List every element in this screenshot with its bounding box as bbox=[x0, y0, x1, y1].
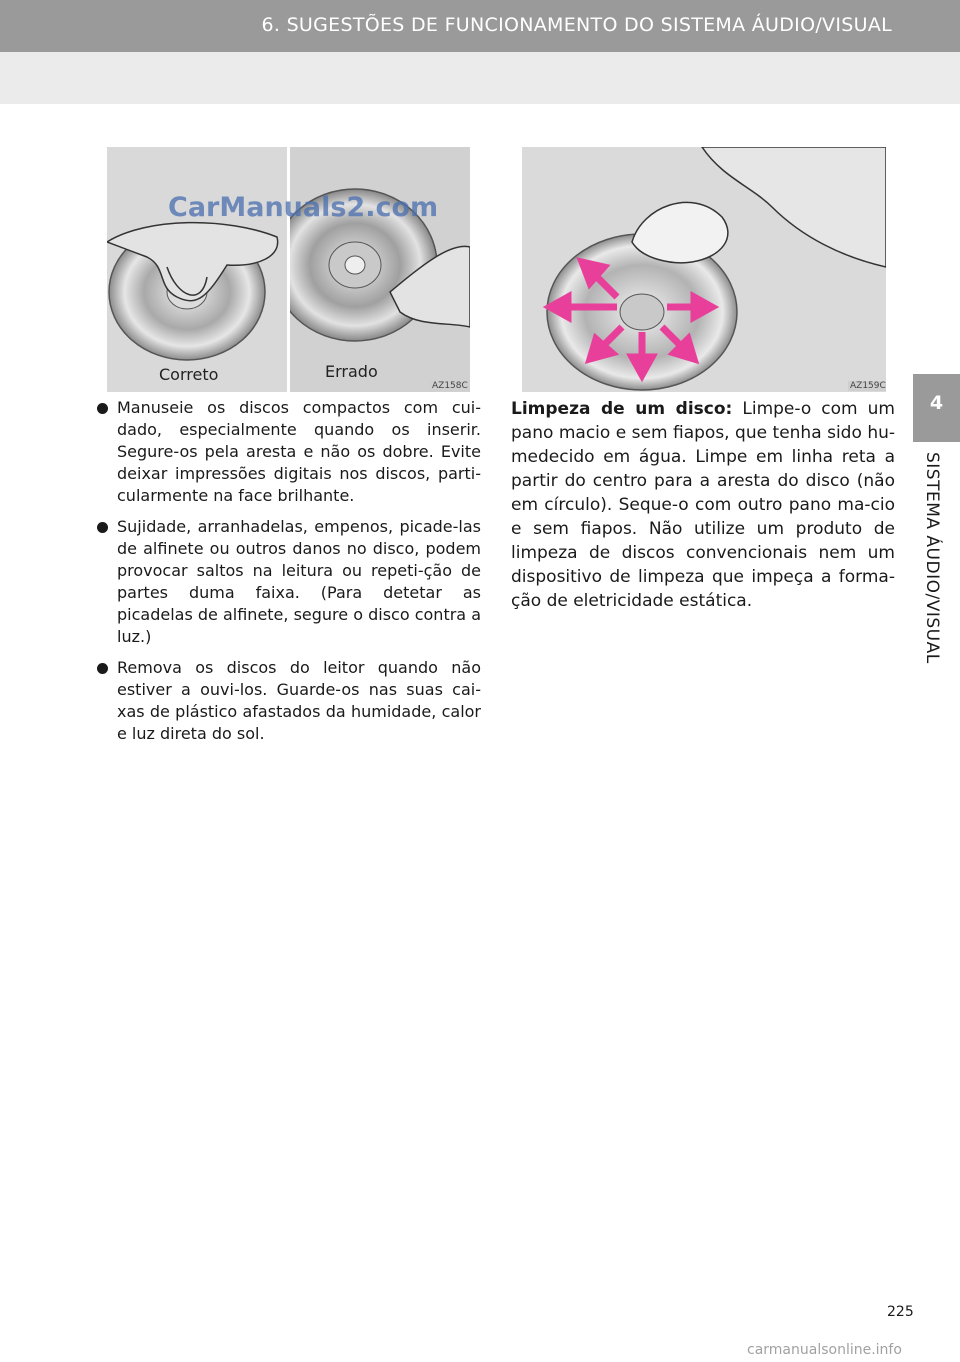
chapter-label: SISTEMA ÁUDIO/VISUAL bbox=[922, 452, 942, 664]
chapter-tab[interactable] bbox=[913, 374, 960, 442]
figure-disc-cleaning bbox=[522, 147, 886, 392]
list-item bbox=[97, 397, 481, 507]
right-column bbox=[511, 397, 895, 613]
list-item bbox=[97, 516, 481, 648]
bullet-icon bbox=[97, 663, 108, 674]
watermark-bottom: carmanualsonline.info bbox=[747, 1342, 902, 1358]
figure-correct-handling bbox=[107, 147, 287, 392]
header-sub-band bbox=[0, 52, 960, 104]
bullet-text: Manuseie os discos compactos com cui-dado, especialmente quando os inserir. Segure-os pela aresta e não os dobre. Evite deixar impressões digitais nos discos, parti-cularmente na face brilhante. bbox=[117, 398, 481, 505]
figure-code-left: AZ158C bbox=[432, 381, 468, 391]
watermark-top: CarManuals2.com bbox=[168, 192, 439, 223]
cleaning-heading: Limpeza de um disco: bbox=[511, 399, 733, 419]
list-item bbox=[97, 657, 481, 745]
cleaning-body: Limpe-o com um pano macio e sem fiapos, que tenha sido hu-medecido em água. Limpe em linha reta a partir do centro para a aresta do disco (não em círculo). Seque-o com outro pano ma-cio e sem fiapos. Não utilize um produto de limpeza de discos convencionais nem um dispositivo de limpeza que impeça a forma-ção de eletricidade estática. bbox=[511, 399, 895, 611]
figure-wrong-handling bbox=[290, 147, 470, 392]
left-column bbox=[97, 397, 481, 754]
bullet-icon bbox=[97, 403, 108, 414]
disc-wrong-illustration bbox=[290, 147, 470, 392]
bullet-text: Remova os discos do leitor quando não estiver a ouvi-los. Guarde-os nas suas cai-xas de plástico afastados da humidade, calor e luz direta do sol. bbox=[117, 658, 481, 743]
disc-cleaning-illustration bbox=[522, 147, 886, 392]
section-title: 6. SUGESTÕES DE FUNCIONAMENTO DO SISTEMA ÁUDIO/VISUAL bbox=[261, 14, 892, 36]
bullet-text: Sujidade, arranhadelas, empenos, picade-las de alfinete ou outros danos no disco, podem provocar saltos na leitura ou repeti-ção de partes duma faixa. (Para detetar as picadelas de alfinete, segure o disco contra a luz.) bbox=[117, 517, 481, 646]
bullet-icon bbox=[97, 522, 108, 533]
disc-correct-illustration bbox=[107, 147, 287, 392]
figure-code-right: AZ159C bbox=[850, 381, 886, 391]
page-number: 225 bbox=[887, 1304, 914, 1320]
caption-wrong: Errado bbox=[325, 362, 378, 381]
caption-correct: Correto bbox=[159, 365, 219, 384]
chapter-number: 4 bbox=[929, 392, 944, 414]
